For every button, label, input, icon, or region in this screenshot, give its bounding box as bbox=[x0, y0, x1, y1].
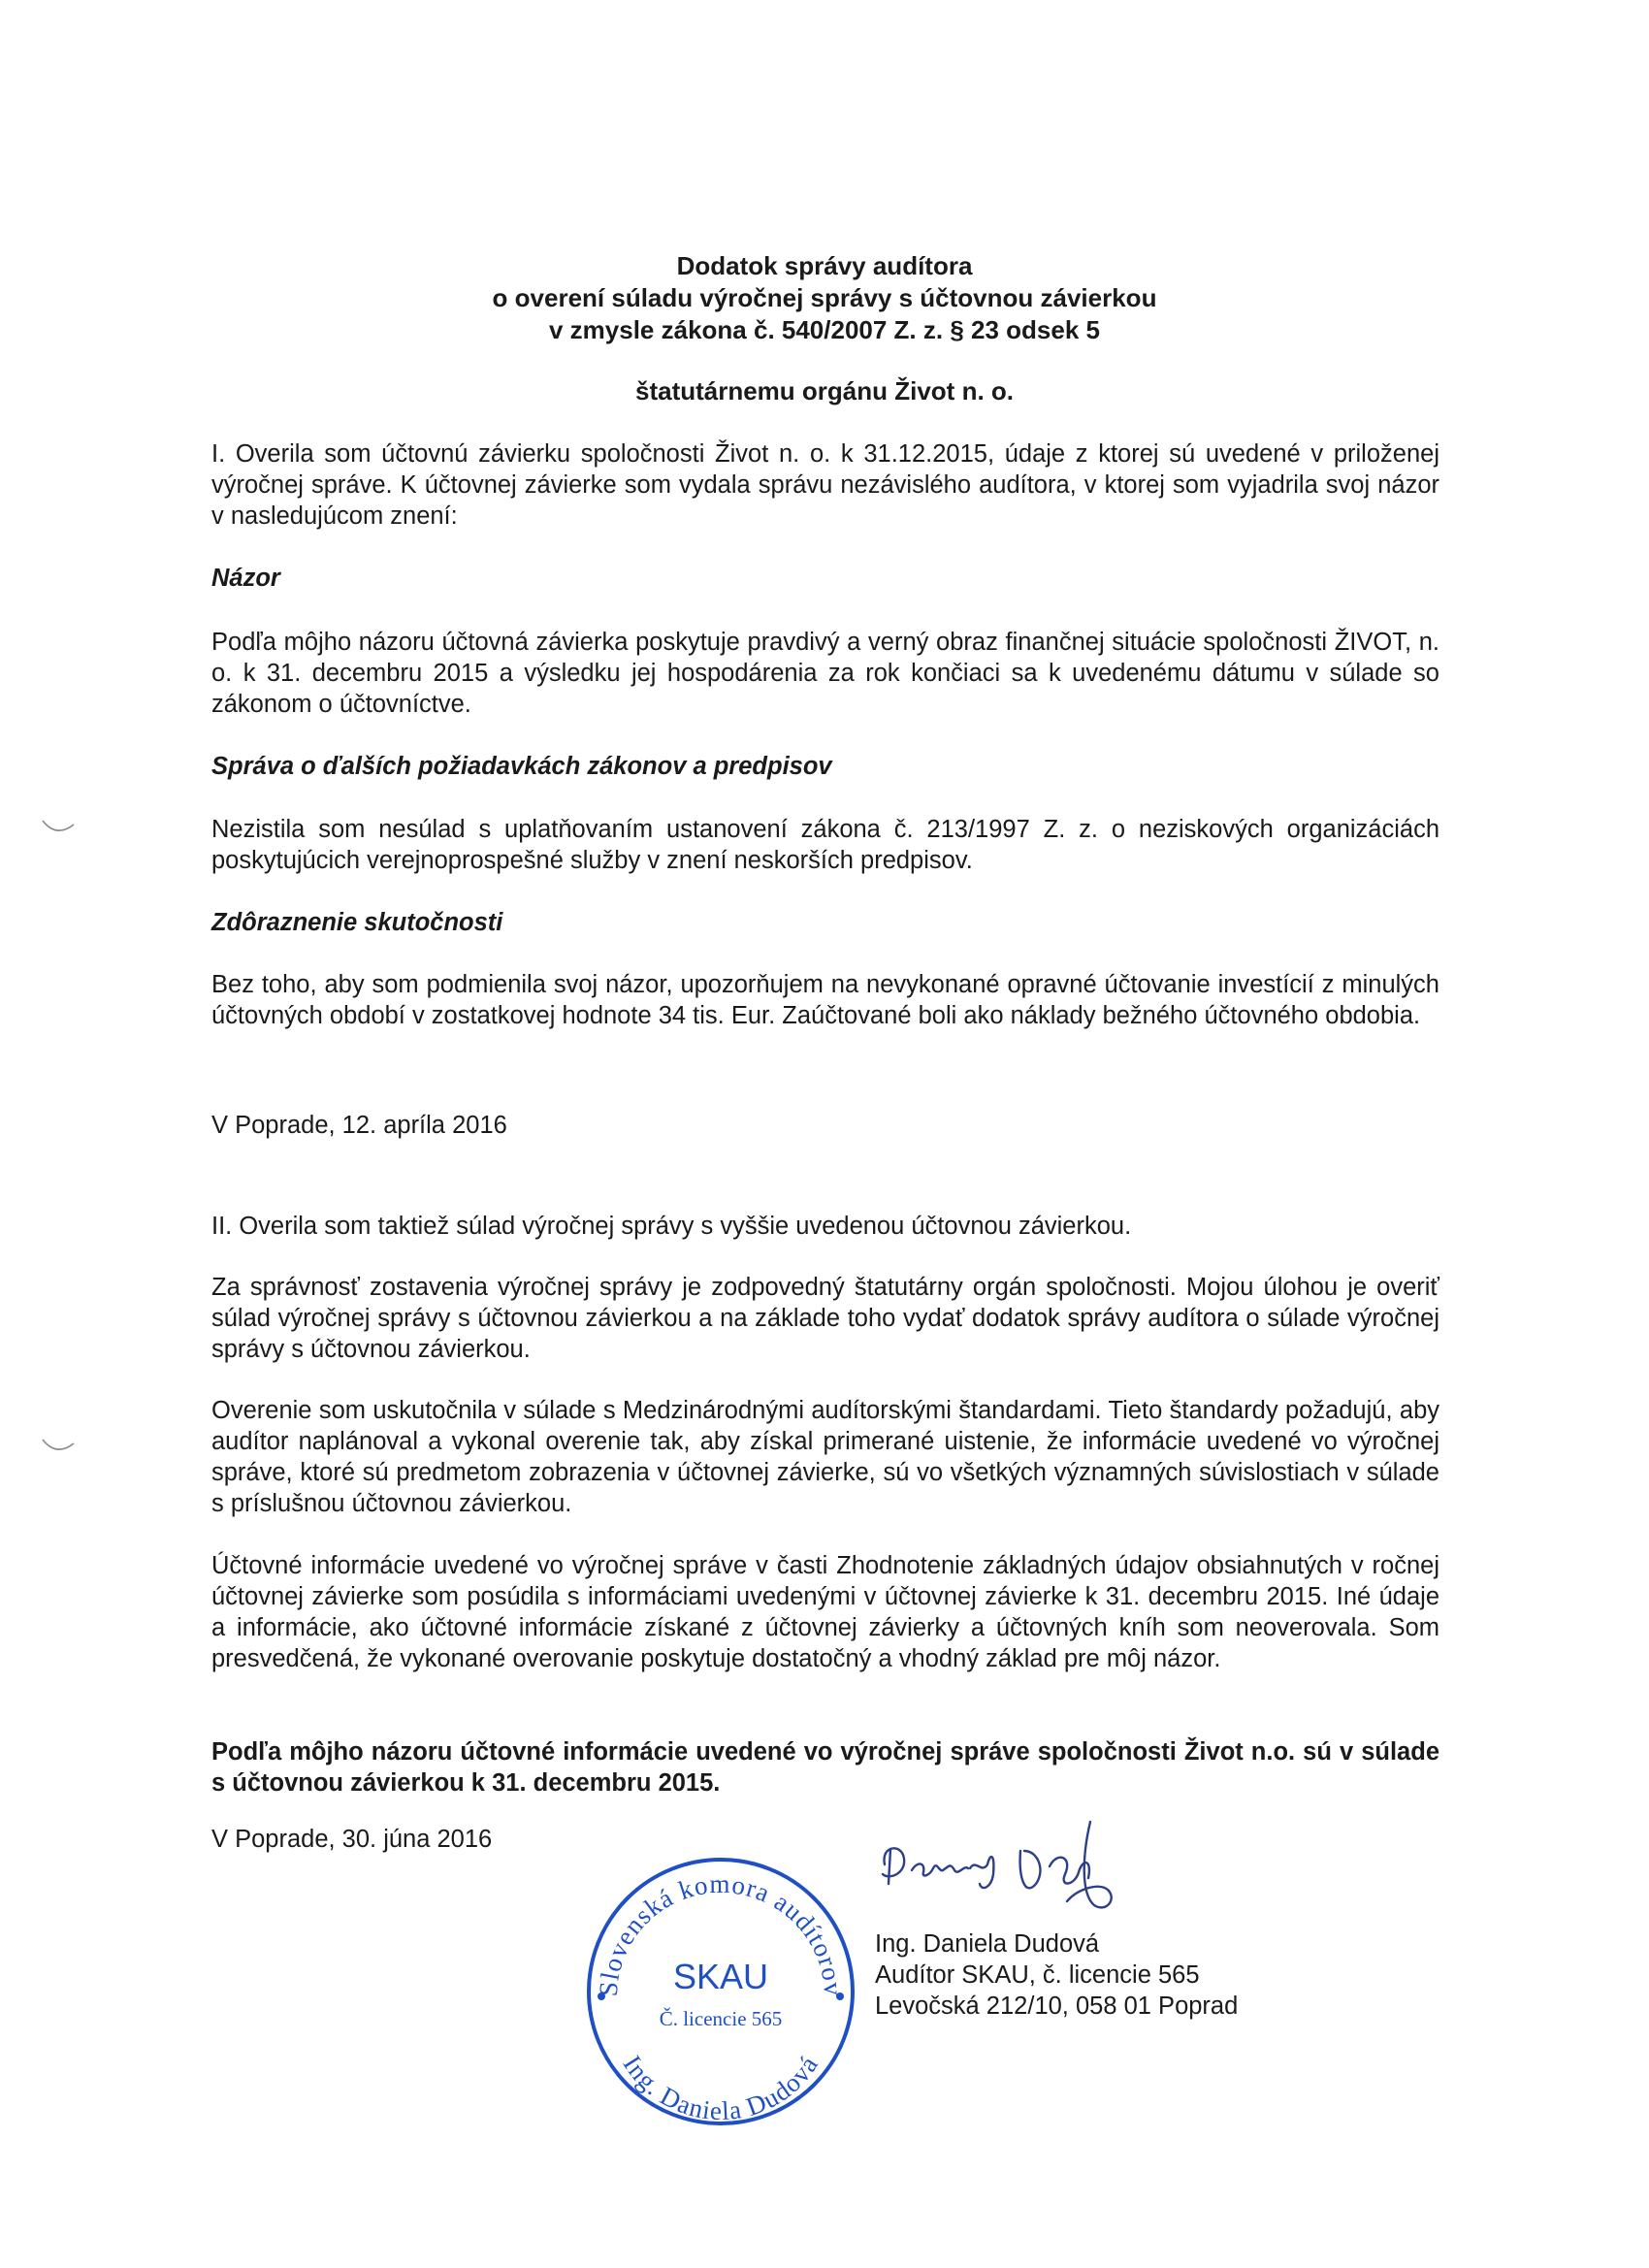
punch-hole-mark bbox=[39, 1434, 78, 1463]
stamp-top-arc: Slovenská komora audítorov bbox=[593, 1868, 849, 1997]
auditor-stamp bbox=[580, 1851, 861, 2132]
handwritten-signature bbox=[873, 1816, 1222, 1932]
opinion-heading: Názor bbox=[211, 565, 280, 592]
auditor-role: Audítor SKAU, č. licencie 565 bbox=[875, 1961, 1200, 1989]
place-date-1: V Poprade, 12. apríla 2016 bbox=[211, 1112, 507, 1139]
other-requirements-text: Nezistila som nesúlad s uplatňovaním ustanovení zákona č. 213/1997 Z. z. o neziskových organizáciách poskytujúcich verejnoprospešné služby v znení neskorších predpisov. bbox=[211, 816, 1439, 874]
title-line-2: o overení súladu výročnej správy s účtovnou závierkou bbox=[492, 283, 1157, 312]
emphasis-heading: Zdôraznenie skutočnosti bbox=[211, 909, 503, 936]
auditor-address: Levočská 212/10, 058 01 Poprad bbox=[875, 1993, 1239, 2020]
information-text: Účtovné informácie uvedené vo výročnej správe v časti Zhodnotenie základných údajov obsiahnutých v ročnej účtovnej závierke som posúdila s informáciami uvedenými v účtovnej závierke k 31. decembru 2015. Iné údaje a informácie, ako účtovné informácie získané z účtovnej závierky a účtovných kníh som neoverovala. Som presvedčená, že vykonané overovanie poskytuje dostatočný a vhodný základ pre môj názor. bbox=[211, 1552, 1439, 1672]
document-title bbox=[0, 250, 1649, 346]
stamp-center-text: SKAU bbox=[672, 1957, 769, 1996]
place-date-2: V Poprade, 30. júna 2016 bbox=[211, 1826, 493, 1853]
part2-intro: II. Overila som taktiež súlad výročnej správy s vyššie uvedenou účtovnou závierkou. bbox=[211, 1213, 1132, 1240]
other-requirements-heading: Správa o ďalších požiadavkách zákonov a predpisov bbox=[211, 753, 832, 780]
punch-hole-mark bbox=[39, 815, 78, 844]
part1-intro: I. Overila som účtovnú závierku spoločnosti Život n. o. k 31.12.2015, údaje z ktorej sú uvedené v priloženej výročnej správe. K účtovnej závierke som vydala správu nezávislého audítora, v ktorej som vyjadrila svoj názor v nasledujúcom znení: bbox=[211, 440, 1439, 530]
stamp-bottom-arc: Ing. Daniela Dudová bbox=[617, 2050, 824, 2126]
conclusion-text: Podľa môjho názoru účtovné informácie uvedené vo výročnej správe spoločnosti Život n.o. sú v súlade s účtovnou závierkou k 31. decembru 2015. bbox=[211, 1738, 1439, 1797]
title-line-1: Dodatok správy audítora bbox=[676, 251, 973, 280]
opinion-text: Podľa môjho názoru účtovná závierka poskytuje pravdivý a verný obraz finančnej situácie spoločnosti ŽIVOT, n. o. k 31. decembru 2015 a výsledku jej hospodárenia za rok končiaci sa k uvedenému dátumu v súlade so zákonom o účtovníctve. bbox=[211, 629, 1439, 718]
standards-text: Overenie som uskutočnila v súlade s Medzinárodnými audítorskými štandardami. Tieto štandardy požadujú, aby audítor naplánoval a vykonal overenie tak, aby získal primerané uistenie, že informácie uvedené vo výročnej správe, ktoré sú predmetom zobrazenia v účtovnej závierke, sú vo všetkých významných súvislostiach v súlade s príslušnou účtovnou závierkou. bbox=[211, 1397, 1439, 1517]
signature-block bbox=[875, 1928, 1238, 2022]
title-line-3: v zmysle zákona č. 540/2007 Z. z. § 23 odsek 5 bbox=[548, 315, 1100, 344]
stamp-license-text: Č. licencie 565 bbox=[659, 2007, 783, 2030]
responsibility-text: Za správnosť zostavenia výročnej správy je zodpovedný štatutárny orgán spoločnosti. Mojou úlohou je overiť súlad výročnej správy s účtovnou závierkou a na základe toho vydať dodatok správy audítora o súlade výročnej správy s účtovnou závierkou. bbox=[211, 1274, 1439, 1363]
addressee: štatutárnemu orgánu Život n. o. bbox=[634, 376, 1014, 405]
auditor-name: Ing. Daniela Dudová bbox=[875, 1930, 1100, 1958]
emphasis-text: Bez toho, aby som podmienila svoj názor, upozorňujem na nevykonané opravné účtovanie investícií z minulých účtovných období v zostatkovej hodnote 34 tis. Eur. Zaúčtované boli ako náklady bežného účtovného obdobia. bbox=[211, 971, 1439, 1029]
